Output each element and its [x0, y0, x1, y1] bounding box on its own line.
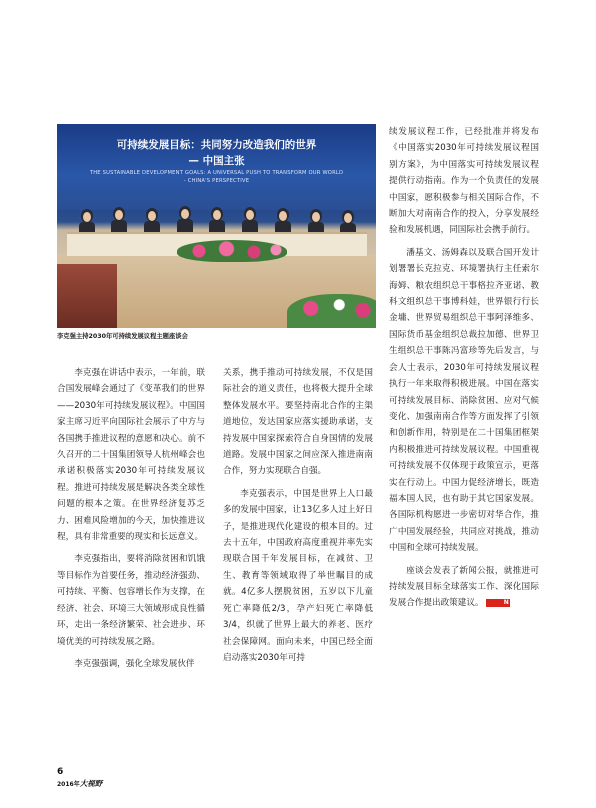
conference-photo: [57, 124, 376, 328]
paragraph: 李克强表示，中国是世界上人口最多的发展中国家，让13亿多人过上好日子，是推进现代化建设的根本目的。过去十五年，中国政府高度重视并率先实现联合国千年发展目标，在减贫、卫生、教育等领域取得了举世瞩目的成就。4亿多人摆脱贫困，五岁以下儿童死亡率降低2/3，孕产妇死亡率降低3/4，织就了世界上最大的养老、医疗社会保障网。面向未来，中国已经全面启动落实2030年可持: [223, 488, 373, 663]
banner-title-cn-line2: — 中国主张: [188, 155, 245, 167]
paragraph-final: [389, 563, 539, 612]
paragraph: 李克强强调，强化全球发展伙伴: [74, 658, 195, 669]
paragraph: 潘基文、汤姆森以及联合国开发计划署署长克拉克、环境署执行主任索尔海姆、粮农组织总干事格拉齐亚诺、教科文组织总干事博科娃，世界银行行长金墉、世界贸易组织总干事阿泽维多、国际货币基金组织总裁拉加德、世界卫生组织总干事陈冯富珍等先后发言，与会人士表示，2030年可持续发展议程执行一年来取得积极进展。中国在落实可持续发展目标、消除贫困、应对气候变化、加强南南合作等方面发挥了引领和创新作用，特别是在二十国集团框架内积极推进可持续发展议程。中国重视可持续发展不仅体现于政策宣示，更落实在行动上。中国力促经济增长，既造福本国人民，也有助于其它国家发展。各国际机构愿进一步密切对华合作，推广中国发展经验，共同应对挑战，推动中国和全球可持续发展。: [389, 247, 539, 554]
foreground-attendees: [57, 264, 117, 328]
journal-logo: 大视野: [79, 779, 103, 788]
paragraph: 李克强指出，要将消除贫困和饥饿等目标作为首要任务，推动经济强劲、可持续、平衡、包容增长作为支撑，在经济、社会、环境三大领域形成良性循环，走出一条经济繁荣、社会进步、环境优美的可持续发展之路。: [57, 554, 205, 647]
page-number: 6: [57, 767, 64, 777]
banner-title-en-line1: THE SUSTAINABLE DEVELOPMENT GOALS: A UNIVERSAL PUSH TO TRANSFORM OUR WORLD: [89, 170, 344, 176]
banner-title-cn-line1: 可持续发展目标：共同努力改造我们的世界: [116, 139, 317, 151]
article-column-1: [57, 365, 205, 678]
article-column-2: [223, 365, 373, 672]
journal-name: [57, 778, 102, 789]
end-mark-icon: N: [486, 599, 510, 607]
paragraph: 续发展议程工作，已经批准并将发布《中国落实2030年可持续发展议程国别方案》，为中国落实可持续发展议程提供行动指南。作为一个负责任的发展中国家，愿积极参与相关国际合作，不断加大对南南合作的投入，分享发展经验和发展机遇，同国际社会携手前行。: [389, 127, 539, 236]
foreground-flowers: [287, 294, 376, 328]
paragraph-text: 座谈会发表了新闻公报，就推进可持续发展目标全球落实工作、深化国际发展合作提出政策建议。: [389, 565, 539, 609]
photo-caption: 李克强主持2030年可持续发展议程主题座谈会: [57, 333, 188, 340]
journal-prefix: 2016年: [57, 781, 80, 788]
article-column-3: [389, 124, 539, 618]
paragraph: 关系，携手推动可持续发展，不仅是国际社会的道义责任，也将极大提升全球整体发展水平。要坚持南北合作的主渠道地位，发达国家应落实援助承诺，支持发展中国家探索符合自身国情的发展道路。发展中国家之间应深入推进南南合作，努力实现联合自强。: [223, 368, 373, 477]
paragraph: 李克强在讲话中表示，一年前，联合国发展峰会通过了《变革我们的世界——2030年可持续发展议程》。中国国家主席习近平向国际社会展示了中方与各国携手推进议程的意愿和决心。前不久召开的二十国集团领导人杭州峰会也承诺积极落实2030年可持续发展议程。推进可持续发展是解决各类全球性问题的根本之策。在世界经济复苏乏力、困难风险增加的今天，加快推进议程，具有非常重要的现实和长远意义。: [57, 368, 205, 543]
banner-title-en-line2: - CHINA'S PERSPECTIVE: [183, 178, 250, 184]
flower-arrangement: [177, 240, 287, 262]
